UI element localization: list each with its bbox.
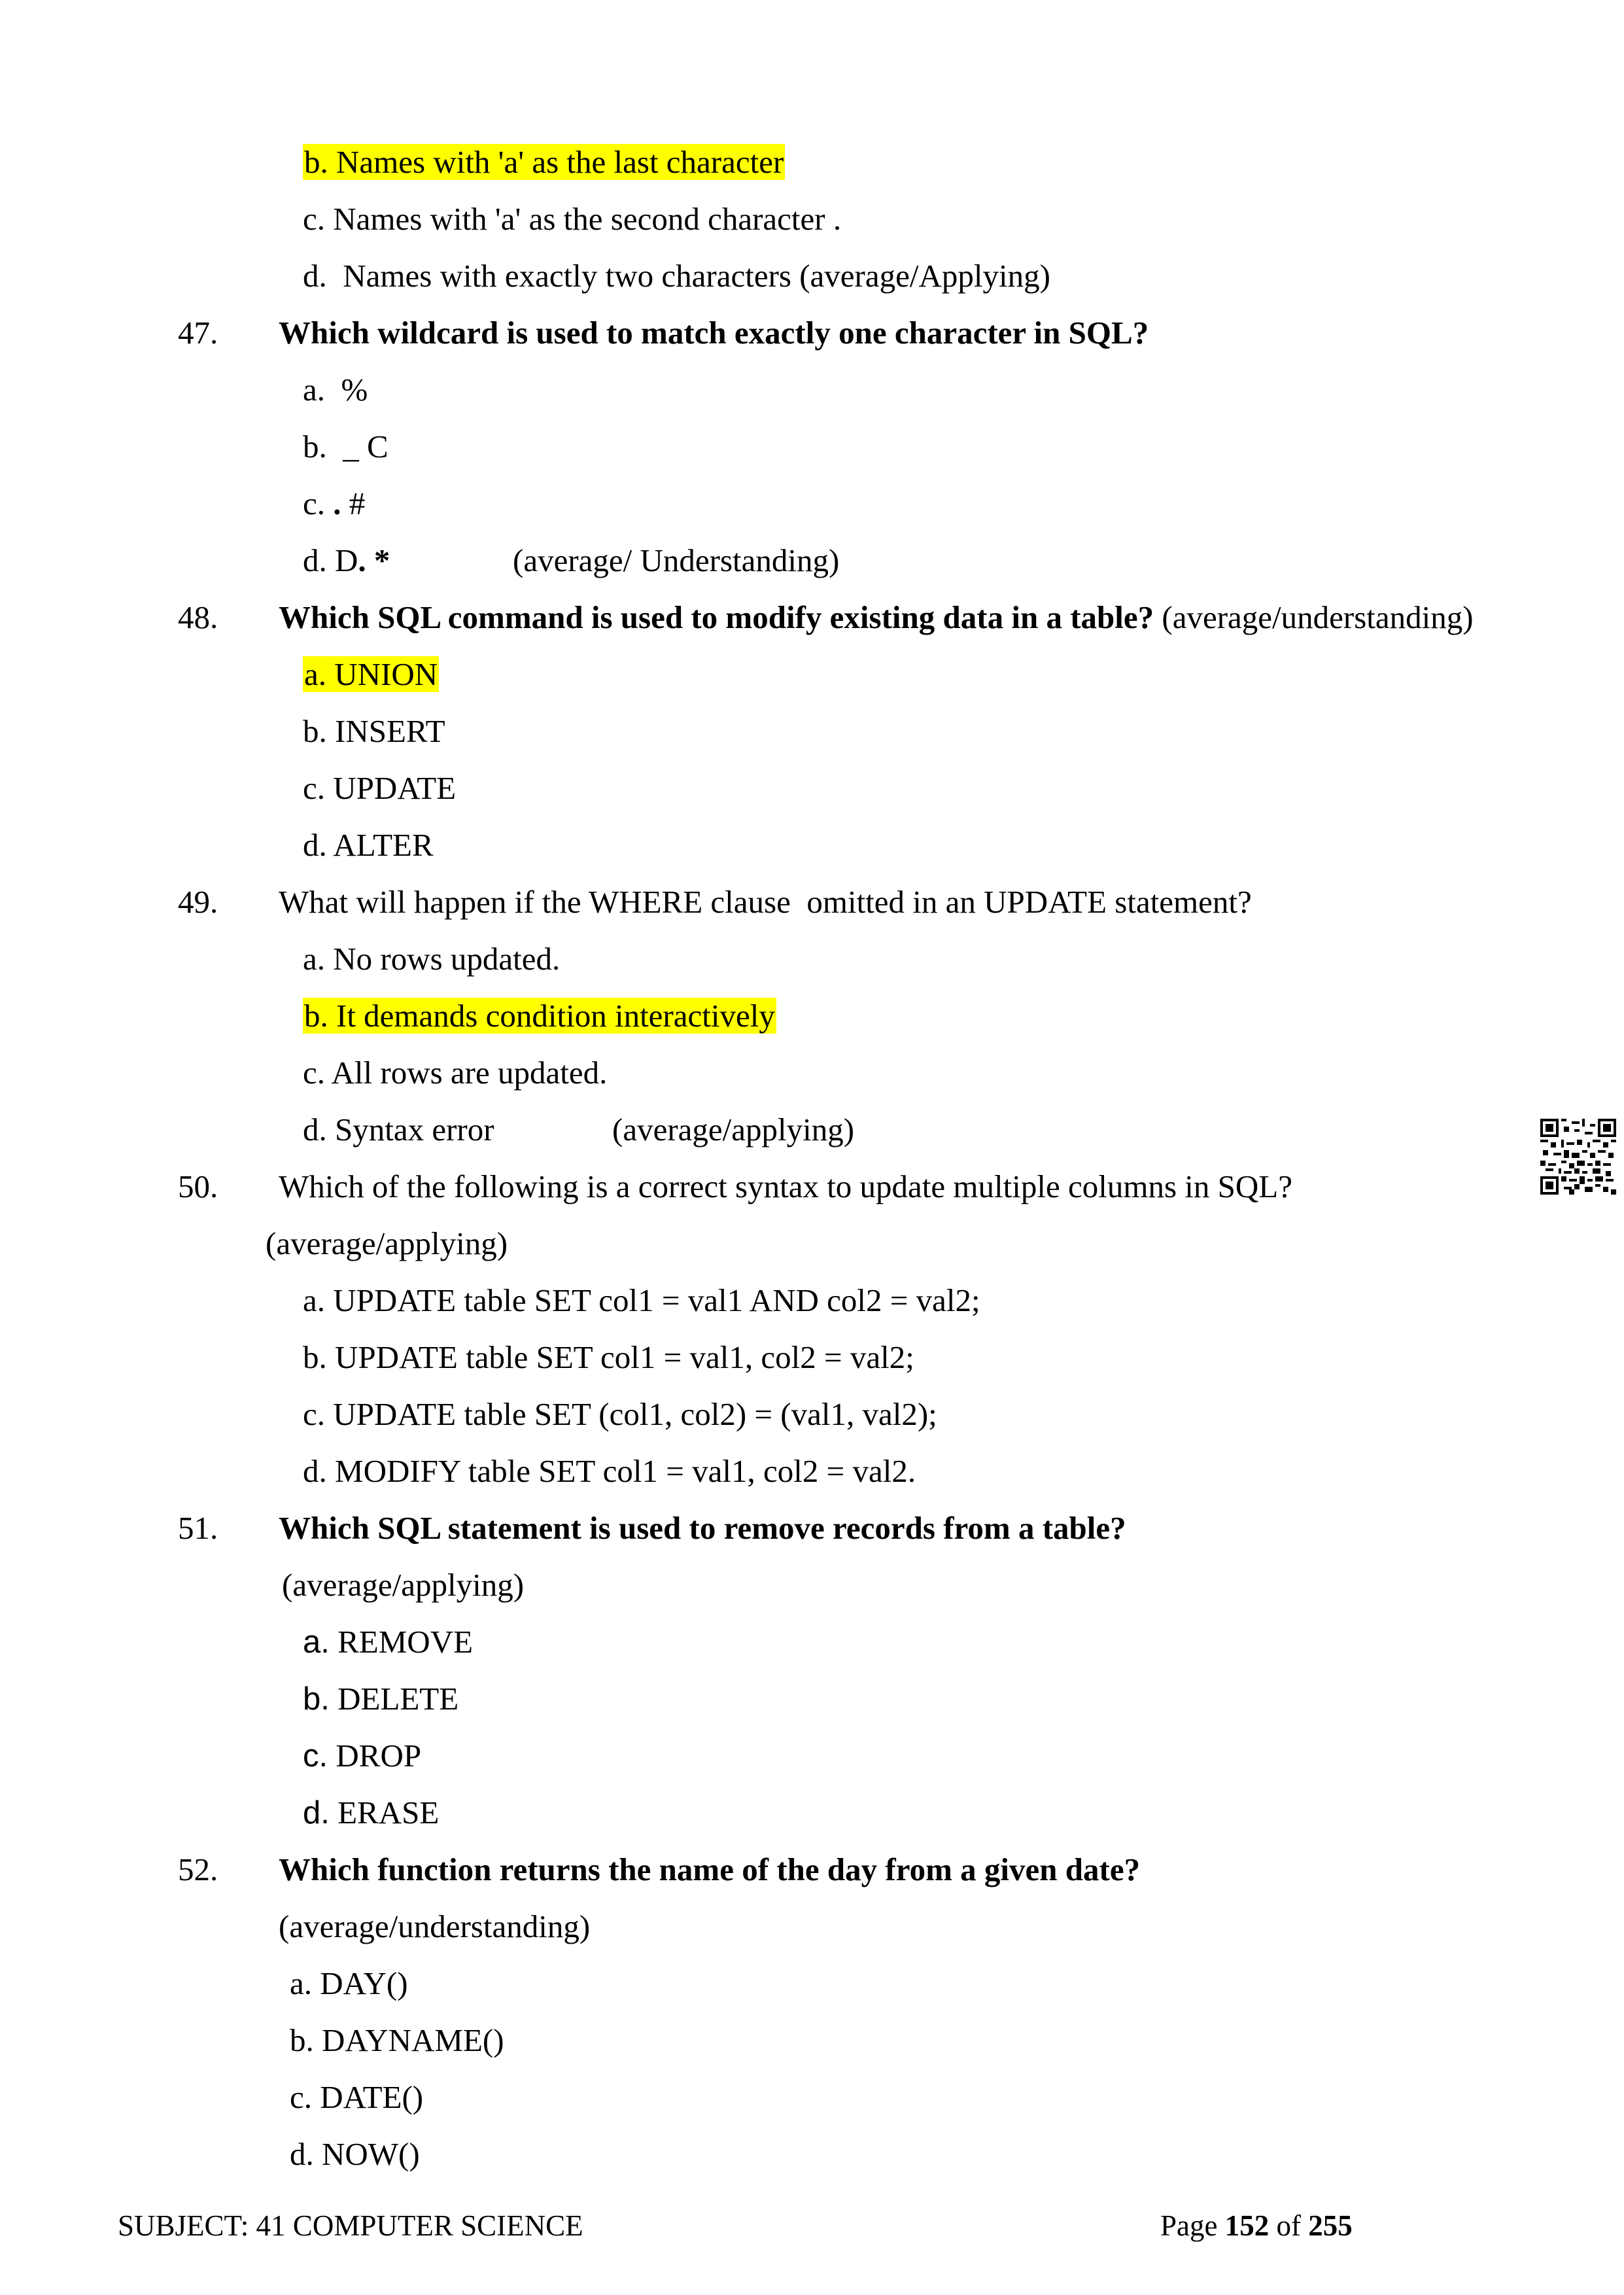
q52-option-b: b. DAYNAME() [290, 2022, 504, 2058]
q47-option-d: d. D. * [303, 542, 390, 578]
q51-number: 51. [178, 1510, 218, 1546]
q52-option-c: c. DATE() [290, 2079, 424, 2115]
q48-option-c: c. UPDATE [303, 770, 457, 806]
q50-option-a: a. UPDATE table SET col1 = val1 AND col2 = val2; [303, 1282, 980, 1318]
q49-question: What will happen if the WHERE clause omitted in an UPDATE statement? [279, 884, 1252, 920]
q48-number: 48. [178, 599, 218, 635]
q50-tag: (average/applying) [266, 1225, 508, 1261]
q51-option-a: a. REMOVE [303, 1624, 474, 1660]
q48-option-b: b. INSERT [303, 713, 445, 749]
q50-number: 50. [178, 1168, 218, 1204]
q48-option-d: d. ALTER [303, 827, 434, 863]
q49-option-b: b. It demands condition interactively [304, 998, 775, 1034]
q52-question: Which function returns the name of the day from a given date? [279, 1851, 1141, 1887]
q52-option-a: a. DAY() [290, 1965, 408, 2001]
q50-option-c: c. UPDATE table SET (col1, col2) = (val1, val2); [303, 1396, 937, 1432]
q49-option-d: d. Syntax error [303, 1112, 494, 1148]
q48-option-a: a. UNION [304, 656, 438, 692]
q52-tag: (average/understanding) [279, 1908, 591, 1944]
qr-code-icon [1540, 1119, 1616, 1195]
q51-option-b: b. DELETE [303, 1681, 459, 1717]
q52-number: 52. [178, 1851, 218, 1887]
q46-option-c: c. Names with 'a' as the second character . [303, 201, 842, 237]
q49-option-a: a. No rows updated. [303, 941, 561, 977]
q46-option-b: b. Names with 'a' as the last character [304, 144, 784, 180]
q51-tag: (average/applying) [282, 1567, 525, 1603]
q47-number: 47. [178, 315, 218, 351]
q47-option-a: a. % [303, 372, 368, 408]
q48-question: Which SQL command is used to modify existing data in a table? (average/understanding) [279, 599, 1474, 635]
q49-option-d-tag: (average/applying) [612, 1112, 855, 1148]
q51-option-d: d. ERASE [303, 1795, 440, 1831]
q51-option-c: c. DROP [303, 1738, 422, 1774]
q49-number: 49. [178, 884, 218, 920]
q50-option-d: d. MODIFY table SET col1 = val1, col2 = val2. [303, 1453, 916, 1489]
q47-option-d-tag: (average/ Understanding) [513, 542, 840, 578]
footer-subject: SUBJECT: 41 COMPUTER SCIENCE [118, 2209, 583, 2242]
q47-option-c: c. . # [303, 485, 366, 521]
q50-option-b: b. UPDATE table SET col1 = val1, col2 = val2; [303, 1339, 914, 1375]
q47-option-b: b. _ C [303, 429, 389, 464]
q49-option-c: c. All rows are updated. [303, 1055, 608, 1091]
footer-page-number: Page 152 of 255 [1160, 2209, 1353, 2242]
q51-question: Which SQL statement is used to remove records from a table? [279, 1510, 1126, 1546]
q52-option-d: d. NOW() [290, 2136, 420, 2172]
q46-option-d: d. Names with exactly two characters (average/Applying) [303, 258, 1050, 294]
q47-question: Which wildcard is used to match exactly one character in SQL? [279, 315, 1149, 351]
q50-question: Which of the following is a correct syntax to update multiple columns in SQL? [279, 1168, 1292, 1204]
